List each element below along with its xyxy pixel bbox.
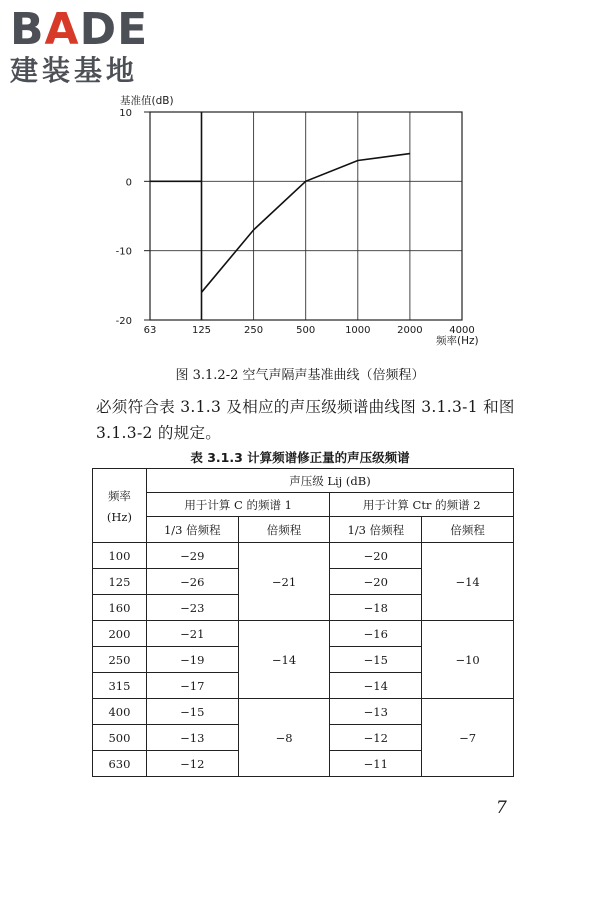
cell-third-2: −14 — [330, 673, 422, 699]
header-frequency — [93, 469, 147, 543]
cell-third-2: −20 — [330, 543, 422, 569]
cell-frequency: 250 — [93, 647, 147, 673]
x-axis-label: 频率(Hz) — [436, 335, 479, 347]
page-number: 7 — [496, 798, 507, 818]
cell-frequency: 500 — [93, 725, 147, 751]
chart-grid — [150, 112, 462, 320]
figure-caption: 图 3.1.2-2 空气声隔声基准曲线（倍频程） — [175, 368, 425, 383]
header-frequency-unit: (Hz) — [106, 509, 132, 524]
cell-frequency: 160 — [93, 595, 147, 621]
cell-frequency: 200 — [93, 621, 147, 647]
cell-frequency: 630 — [93, 751, 147, 777]
header-third-octave-2: 1/3 倍频程 — [330, 517, 422, 543]
cell-third-1: −15 — [146, 699, 238, 725]
cell-third-2: −16 — [330, 621, 422, 647]
cell-third-2: −18 — [330, 595, 422, 621]
cell-third-1: −21 — [146, 621, 238, 647]
cell-third-1: −26 — [146, 569, 238, 595]
header-group-1: 用于计算 C 的频谱 1 — [146, 493, 330, 517]
body-paragraph: 必须符合表 3.1.3 及相应的声压级频谱曲线图 3.1.3-1 和图 3.1.3-2 的规定。 — [96, 398, 515, 442]
x-tick-label: 250 — [244, 325, 264, 336]
cell-octave-2: −14 — [422, 543, 514, 621]
table-row — [93, 621, 514, 647]
cell-third-2: −12 — [330, 725, 422, 751]
x-tick-label: 1000 — [345, 325, 371, 336]
y-tick-label: 0 — [125, 177, 132, 189]
header-octave-1: 倍频程 — [238, 517, 330, 543]
cell-third-2: −13 — [330, 699, 422, 725]
cell-octave-1: −8 — [238, 699, 330, 777]
header-octave-2: 倍频程 — [422, 517, 514, 543]
cell-frequency: 400 — [93, 699, 147, 725]
cell-third-1: −13 — [146, 725, 238, 751]
cell-octave-1: −14 — [238, 621, 330, 699]
y-tick-label: -20 — [115, 316, 132, 327]
cell-frequency: 125 — [93, 569, 147, 595]
cell-frequency: 315 — [93, 673, 147, 699]
cell-third-2: −20 — [330, 569, 422, 595]
x-tick-label: 500 — [296, 325, 316, 336]
y-axis-label: 基准值(dB) — [120, 95, 174, 107]
cell-third-1: −17 — [146, 673, 238, 699]
logo-wordmark: BADE — [10, 4, 149, 55]
cell-third-2: −11 — [330, 751, 422, 777]
x-tick-label: 63 — [143, 325, 157, 336]
table-row — [93, 699, 514, 725]
x-tick-label: 2000 — [397, 325, 423, 336]
reference-curve-chart — [0, 0, 600, 360]
x-tick-label: 4000 — [449, 325, 475, 336]
cell-third-1: −23 — [146, 595, 238, 621]
y-tick-label: 10 — [119, 108, 132, 119]
header-group-2: 用于计算 Ctr 的频谱 2 — [330, 493, 514, 517]
cell-octave-1: −21 — [238, 543, 330, 621]
cell-third-1: −12 — [146, 751, 238, 777]
chart-series — [150, 112, 410, 320]
cell-octave-2: −7 — [422, 699, 514, 777]
header-spl: 声压级 Lij (dB) — [146, 469, 513, 493]
spectrum-table — [92, 468, 514, 777]
cell-third-2: −15 — [330, 647, 422, 673]
cell-frequency: 100 — [93, 543, 147, 569]
table-title: 表 3.1.3 计算频谱修正量的声压级频谱 — [190, 450, 410, 465]
table-row — [93, 543, 514, 569]
y-tick-label: -10 — [115, 246, 132, 258]
x-tick-label: 125 — [191, 325, 212, 336]
cell-octave-2: −10 — [422, 621, 514, 699]
cell-third-1: −19 — [146, 647, 238, 673]
header-third-octave-1: 1/3 倍频程 — [146, 517, 238, 543]
chart-ticks — [116, 108, 475, 336]
logo-subtitle: 建装基地 — [10, 54, 139, 87]
cell-third-1: −29 — [146, 543, 238, 569]
header-frequency-label: 频率 — [107, 488, 131, 503]
